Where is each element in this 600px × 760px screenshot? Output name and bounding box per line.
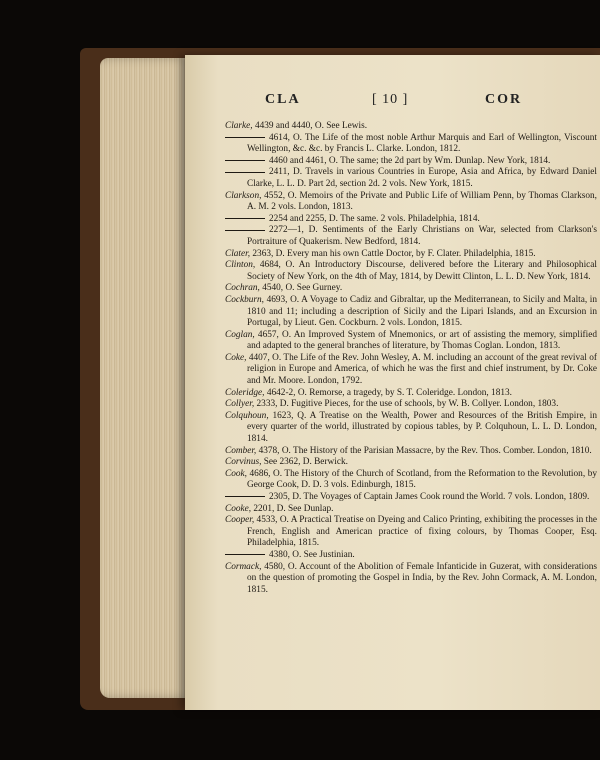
author-name: Cook,: [225, 468, 247, 479]
entry-text: 4580, O. Account of the Abolition of Female Infanticide in Guzerat, with considerations on the question of promoting the Gospel in India, by the Rev. John Cormack, A. M. London, 1815.: [247, 561, 598, 595]
catalog-entry: [225, 156, 597, 168]
entry-text: 4460 and 4461, O. The same; the 2d part by Wm. Dunlap. New York, 1814.: [269, 155, 551, 166]
catalog-entry: [225, 260, 597, 283]
catalog-entry: [225, 225, 597, 248]
entry-text: 4552, O. Memoirs of the Private and Public Life of William Penn, by Thomas Clarkson, A. M. 2 vols. London, 1813.: [247, 190, 598, 213]
author-name: Corvinus,: [225, 457, 262, 468]
catalog-entry: [225, 457, 597, 469]
entry-text: 2333, D. Fugitive Pieces, for the use of schools, by W. B. Collyer. London, 1803.: [256, 399, 559, 410]
catalog-entry: [225, 399, 597, 411]
catalog-entry: [225, 167, 597, 190]
author-name: Comber,: [225, 445, 257, 456]
entry-text: See 2362, D. Berwick.: [263, 457, 348, 468]
author-name: Cormack,: [225, 561, 262, 572]
author-name: Clarkson,: [225, 190, 262, 201]
catalog-entry: [225, 469, 597, 492]
author-name: Cockburn,: [225, 294, 264, 305]
entry-text: 4657, O. An Improved System of Mnemonics, or art of assisting the memory, simplified and adapted to the general branches of literature, by Thomas Coglan. London, 1813.: [247, 329, 598, 352]
catalog-entry: [225, 295, 597, 330]
entry-text: 4380, O. See Justinian.: [269, 549, 355, 560]
running-header: [185, 92, 600, 112]
ditto-dash: [225, 137, 265, 138]
ditto-dash: [225, 496, 265, 497]
page-number: [ 10 ]: [372, 92, 409, 107]
author-name: Colquhoun,: [225, 410, 269, 421]
entry-text: 4684, O. An Introductory Discourse, delivered before the Literary and Philosophical Society of New York, on the 4th of May, 1814, by Dewitt Clinton, L. L. D. New York, 1814.: [247, 260, 597, 282]
entry-text: 4439 and 4440, O. See Lewis.: [254, 121, 368, 131]
catalog-entries: [225, 121, 597, 596]
header-right-guide-word: COR: [485, 92, 523, 107]
entry-text: 4533, O. A Practical Treatise on Dyeing and Calico Printing, exhibiting the processes in the French, English and American practice of fixing colours, by Thomas Cooper, Esq. Philadelphia, 1815.: [247, 515, 598, 549]
catalog-entry: [225, 353, 597, 388]
author-name: Clinton,: [225, 260, 256, 271]
entry-text: 2254 and 2255, D. The same. 2 vols. Philadelphia, 1814.: [269, 213, 480, 224]
entry-text: 2305, D. The Voyages of Captain James Cook round the World. 7 vols. London, 1809.: [269, 492, 590, 502]
author-name: Cooke,: [225, 503, 252, 514]
ditto-dash: [225, 160, 265, 161]
ditto-dash: [225, 230, 265, 231]
ditto-dash: [225, 218, 265, 219]
entry-text: 2201, D. See Dunlap.: [253, 503, 334, 514]
catalog-entry: [225, 249, 597, 261]
entry-text: 2411, D. Travels in various Countries in Europe, Asia and Africa, by Edward Daniel Clarke, L. L. D. Part 2d, section 2d. 2 vols. New York, 1815.: [247, 167, 597, 189]
author-name: Clarke,: [225, 121, 253, 131]
catalog-entry: [225, 330, 597, 353]
catalog-page: [185, 55, 600, 710]
entry-text: 4686, O. The History of the Church of Scotland, from the Reformation to the Revolution, by George Cook, D. D. 3 vols. Edinburgh, 1815.: [247, 468, 597, 491]
catalog-entry: [225, 411, 597, 446]
author-name: Coglan,: [225, 329, 255, 340]
author-name: Cooper,: [225, 515, 255, 526]
catalog-entry: [225, 562, 597, 597]
author-name: Coleridge,: [225, 387, 265, 398]
catalog-entry: [225, 133, 597, 156]
entry-text: 4693, O. A Voyage to Cadiz and Gibraltar, up the Mediterranean, to Sicily and Malta, in 1810 and 11; including a description of Sicily and the Lipari Islands, and an Excursion in Portugal, by Lieut. Gen. Cockburn. 2 vols. London, 1815.: [247, 294, 597, 329]
entry-text: 2363, D. Every man his own Cattle Doctor, by F. Clater. Philadelphia, 1815.: [252, 248, 536, 259]
page-edges: [100, 58, 190, 698]
catalog-entry: [225, 550, 597, 562]
catalog-entry: [225, 214, 597, 226]
catalog-entry: [225, 283, 597, 295]
author-name: Cochran,: [225, 283, 260, 294]
entry-text: 4407, O. The Life of the Rev. John Wesley, A. M. including an account of the great revival of religion in Europe and America, of which he was the first and chief instrument, by Dr. Coke and Mr. Moore. London, 1792.: [247, 352, 597, 387]
author-name: Clater,: [225, 248, 251, 259]
catalog-entry: [225, 504, 597, 516]
author-name: Coke,: [225, 352, 247, 363]
entry-text: 4614, O. The Life of the most noble Arthur Marquis and Earl of Wellington, Viscount Wellington, &c. &c. by Francis L. Clarke. London, 1812.: [247, 132, 597, 155]
catalog-entry: [225, 121, 597, 133]
catalog-entry: [225, 446, 597, 458]
entry-text: 1623, Q. A Treatise on the Wealth, Power and Resources of the British Empire, in every quarter of the world, illustrated by copious tables, by P. Colquhoun, L. L. D. London, 1814.: [247, 410, 597, 445]
catalog-entry: [225, 515, 597, 550]
catalog-entry: [225, 492, 597, 504]
entry-text: 4540, O. See Gurney.: [262, 283, 343, 294]
ditto-dash: [225, 172, 265, 173]
header-left-guide-word: CLA: [265, 92, 301, 107]
author-name: Collyer,: [225, 399, 255, 410]
entry-text: 2272—1, D. Sentiments of the Early Christians on War, selected from Clarkson's Portraiture of Quakerism. New Bedford, 1814.: [247, 225, 597, 247]
entry-text: 4642-2, O. Remorse, a tragedy, by S. T. Coleridge. London, 1813.: [266, 387, 512, 398]
catalog-entry: [225, 388, 597, 400]
ditto-dash: [225, 554, 265, 555]
catalog-entry: [225, 191, 597, 214]
entry-text: 4378, O. The History of the Parisian Massacre, by the Rev. Thos. Comber. London, 1810.: [258, 445, 592, 456]
